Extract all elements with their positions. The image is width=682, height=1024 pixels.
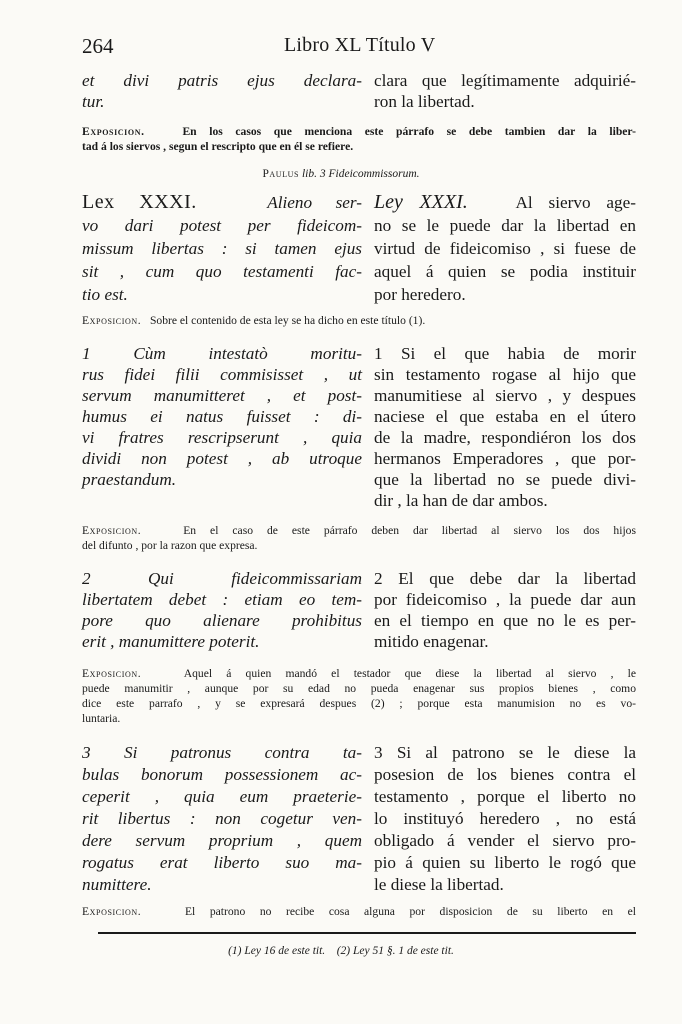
latin-line: 1 Cùm intestatò moritu- <box>82 344 362 363</box>
latin-line: sit , cum quo testamenti fac- <box>82 262 362 281</box>
ley-31-spanish <box>374 191 636 306</box>
latin-line: ceperit , quia eum praeterie- <box>82 787 362 806</box>
page-header <box>82 34 642 62</box>
spanish-line: ron la libertad. <box>374 92 475 111</box>
exposicion-line: del difunto , por la razon que expresa. <box>82 539 258 552</box>
spanish-line: no se le puede dar la libertad en <box>374 216 636 235</box>
exposicion-line: tad á los siervos , segun el rescripto que en él se refiere. <box>82 140 354 153</box>
exposicion-label: Exposicion. <box>82 667 142 680</box>
spanish-line: dir , la han de dar ambos. <box>374 491 548 510</box>
spanish-line: posesion de los bienes contra el <box>374 765 636 784</box>
page-number: 264 <box>82 34 114 58</box>
spanish-line: aquel á quien se podia instituir <box>374 262 636 281</box>
footnote-2: (2) Ley 51 §. 1 de este tit. <box>336 945 454 957</box>
para-3-spanish <box>374 742 636 896</box>
latin-line: tur. <box>82 92 105 111</box>
spanish-line: Al siervo age- <box>515 193 636 212</box>
latin-line: rit libertus : non cogetur ven- <box>82 809 362 828</box>
spanish-line: 2 El que debe dar la libertad <box>374 569 636 588</box>
para-1-spanish <box>374 343 636 511</box>
latin-line: et divi patris ejus declara- <box>82 71 362 90</box>
latin-line: erit , manumittere poterit. <box>82 632 260 651</box>
top-latin-text <box>82 70 362 112</box>
latin-line: dere servum proprium , quem <box>82 831 362 850</box>
attribution-work: lib. 3 Fideicommissorum. <box>301 168 420 180</box>
attribution <box>0 168 682 180</box>
para-1-latin <box>82 343 362 490</box>
exposicion-5 <box>82 904 636 919</box>
spanish-line: pio á quien su liberto le rogó que <box>374 853 636 872</box>
exposicion-line: En el caso de este párrafo deben dar libertad al siervo los dos hijos <box>183 524 636 537</box>
exposicion-line: luntaria. <box>82 712 121 725</box>
latin-line: dividi non potest , ab utroque <box>82 449 362 468</box>
para-2-latin <box>82 568 362 652</box>
exposicion-label: Exposicion. <box>82 125 145 138</box>
spanish-line: naciese el que estaba en el útero <box>374 407 636 426</box>
exposicion-line: El patrono no recibe cosa alguna por disposicion de su liberto en el <box>184 905 636 918</box>
latin-line: rogatus erat liberto suo ma- <box>82 853 362 872</box>
latin-line: vi fratres rescripserunt , quia <box>82 428 362 447</box>
spanish-line: lo instituyó heredero , no está <box>374 809 636 828</box>
exposicion-line: Sobre el contenido de esta ley se ha dicho en este título (1). <box>149 314 426 327</box>
para-2-spanish <box>374 568 636 652</box>
latin-line: servum manumitteret , et post- <box>82 386 362 405</box>
spanish-line: en el tiempo en que no le es per- <box>374 611 636 630</box>
exposicion-2 <box>82 313 636 328</box>
latin-line: Alieno ser- <box>267 193 362 212</box>
running-title: Libro XL Título V <box>284 34 436 56</box>
spanish-line: de la madre, respondiéron los dos <box>374 428 636 447</box>
spanish-line: 3 Si al patrono se le diese la <box>374 743 636 762</box>
attribution-author: Paulus <box>262 168 300 180</box>
spanish-line: hermanos Emperadores , que por- <box>374 449 636 468</box>
spanish-line: mitido enagenar. <box>374 632 489 651</box>
exposicion-label: Exposicion. <box>82 524 142 537</box>
spanish-line: obligado á vender el siervo pro- <box>374 831 636 850</box>
latin-line: humus ei natus fuisset : di- <box>82 407 362 426</box>
spanish-line: 1 Si el que habia de morir <box>374 344 636 363</box>
footnote-rule <box>98 932 636 934</box>
latin-line: libertatem debet : etiam eo tem- <box>82 590 362 609</box>
exposicion-line: En los casos que menciona este párrafo se debe tambien dar la liber- <box>182 125 636 138</box>
latin-line: vo dari potest per fideicom- <box>82 216 362 235</box>
spanish-line: por heredero. <box>374 285 466 304</box>
spanish-line: le diese la libertad. <box>374 875 504 894</box>
exposicion-line: Aquel á quien mandó el testador que diese la libertad al siervo , le <box>183 667 636 680</box>
exposicion-line: dice este parrafo , y se expresará despues (2) ; porque esta manumision no es vo- <box>82 697 636 710</box>
exposicion-4 <box>82 666 636 726</box>
para-3-latin <box>82 742 362 896</box>
exposicion-label: Exposicion. <box>82 905 142 918</box>
spanish-line: manumitiese al siervo , y despues <box>374 386 636 405</box>
latin-line: pore quo alienare prohibitus <box>82 611 362 630</box>
ley-heading: Ley XXXI. <box>374 191 468 213</box>
exposicion-3 <box>82 523 636 553</box>
latin-line: 3 Si patronus contra ta- <box>82 743 362 762</box>
spanish-line: que la libertad no se puede divi- <box>374 470 636 489</box>
spanish-line: testamento , porque el liberto no <box>374 787 636 806</box>
exposicion-1 <box>82 124 636 154</box>
latin-line: praestandum. <box>82 470 177 489</box>
latin-line: numittere. <box>82 875 152 894</box>
footnotes <box>0 945 682 957</box>
latin-line: tio est. <box>82 285 128 304</box>
spanish-line: virtud de fideicomiso , si fuese de <box>374 239 636 258</box>
exposicion-label: Exposicion. <box>82 314 142 327</box>
top-spanish-text <box>374 70 636 112</box>
lex-31-latin <box>82 191 362 306</box>
lex-heading: Lex XXXI. <box>82 191 197 213</box>
exposicion-line: puede manumitir , aunque por su edad no pueda enagenar sus propios bienes , como <box>82 682 636 695</box>
spanish-line: sin testamento rogase al hijo que <box>374 365 636 384</box>
latin-line: missum libertas : si tamen ejus <box>82 239 362 258</box>
latin-line: bulas bonorum possessionem ac- <box>82 765 362 784</box>
footnote-1: (1) Ley 16 de este tit. <box>228 945 326 957</box>
spanish-line: por fideicomiso , la puede dar aun <box>374 590 636 609</box>
spanish-line: clara que legítimamente adquirié- <box>374 71 636 90</box>
latin-line: 2 Qui fideicommissariam <box>82 569 362 588</box>
latin-line: rus fidei filii commisisset , ut <box>82 365 362 384</box>
